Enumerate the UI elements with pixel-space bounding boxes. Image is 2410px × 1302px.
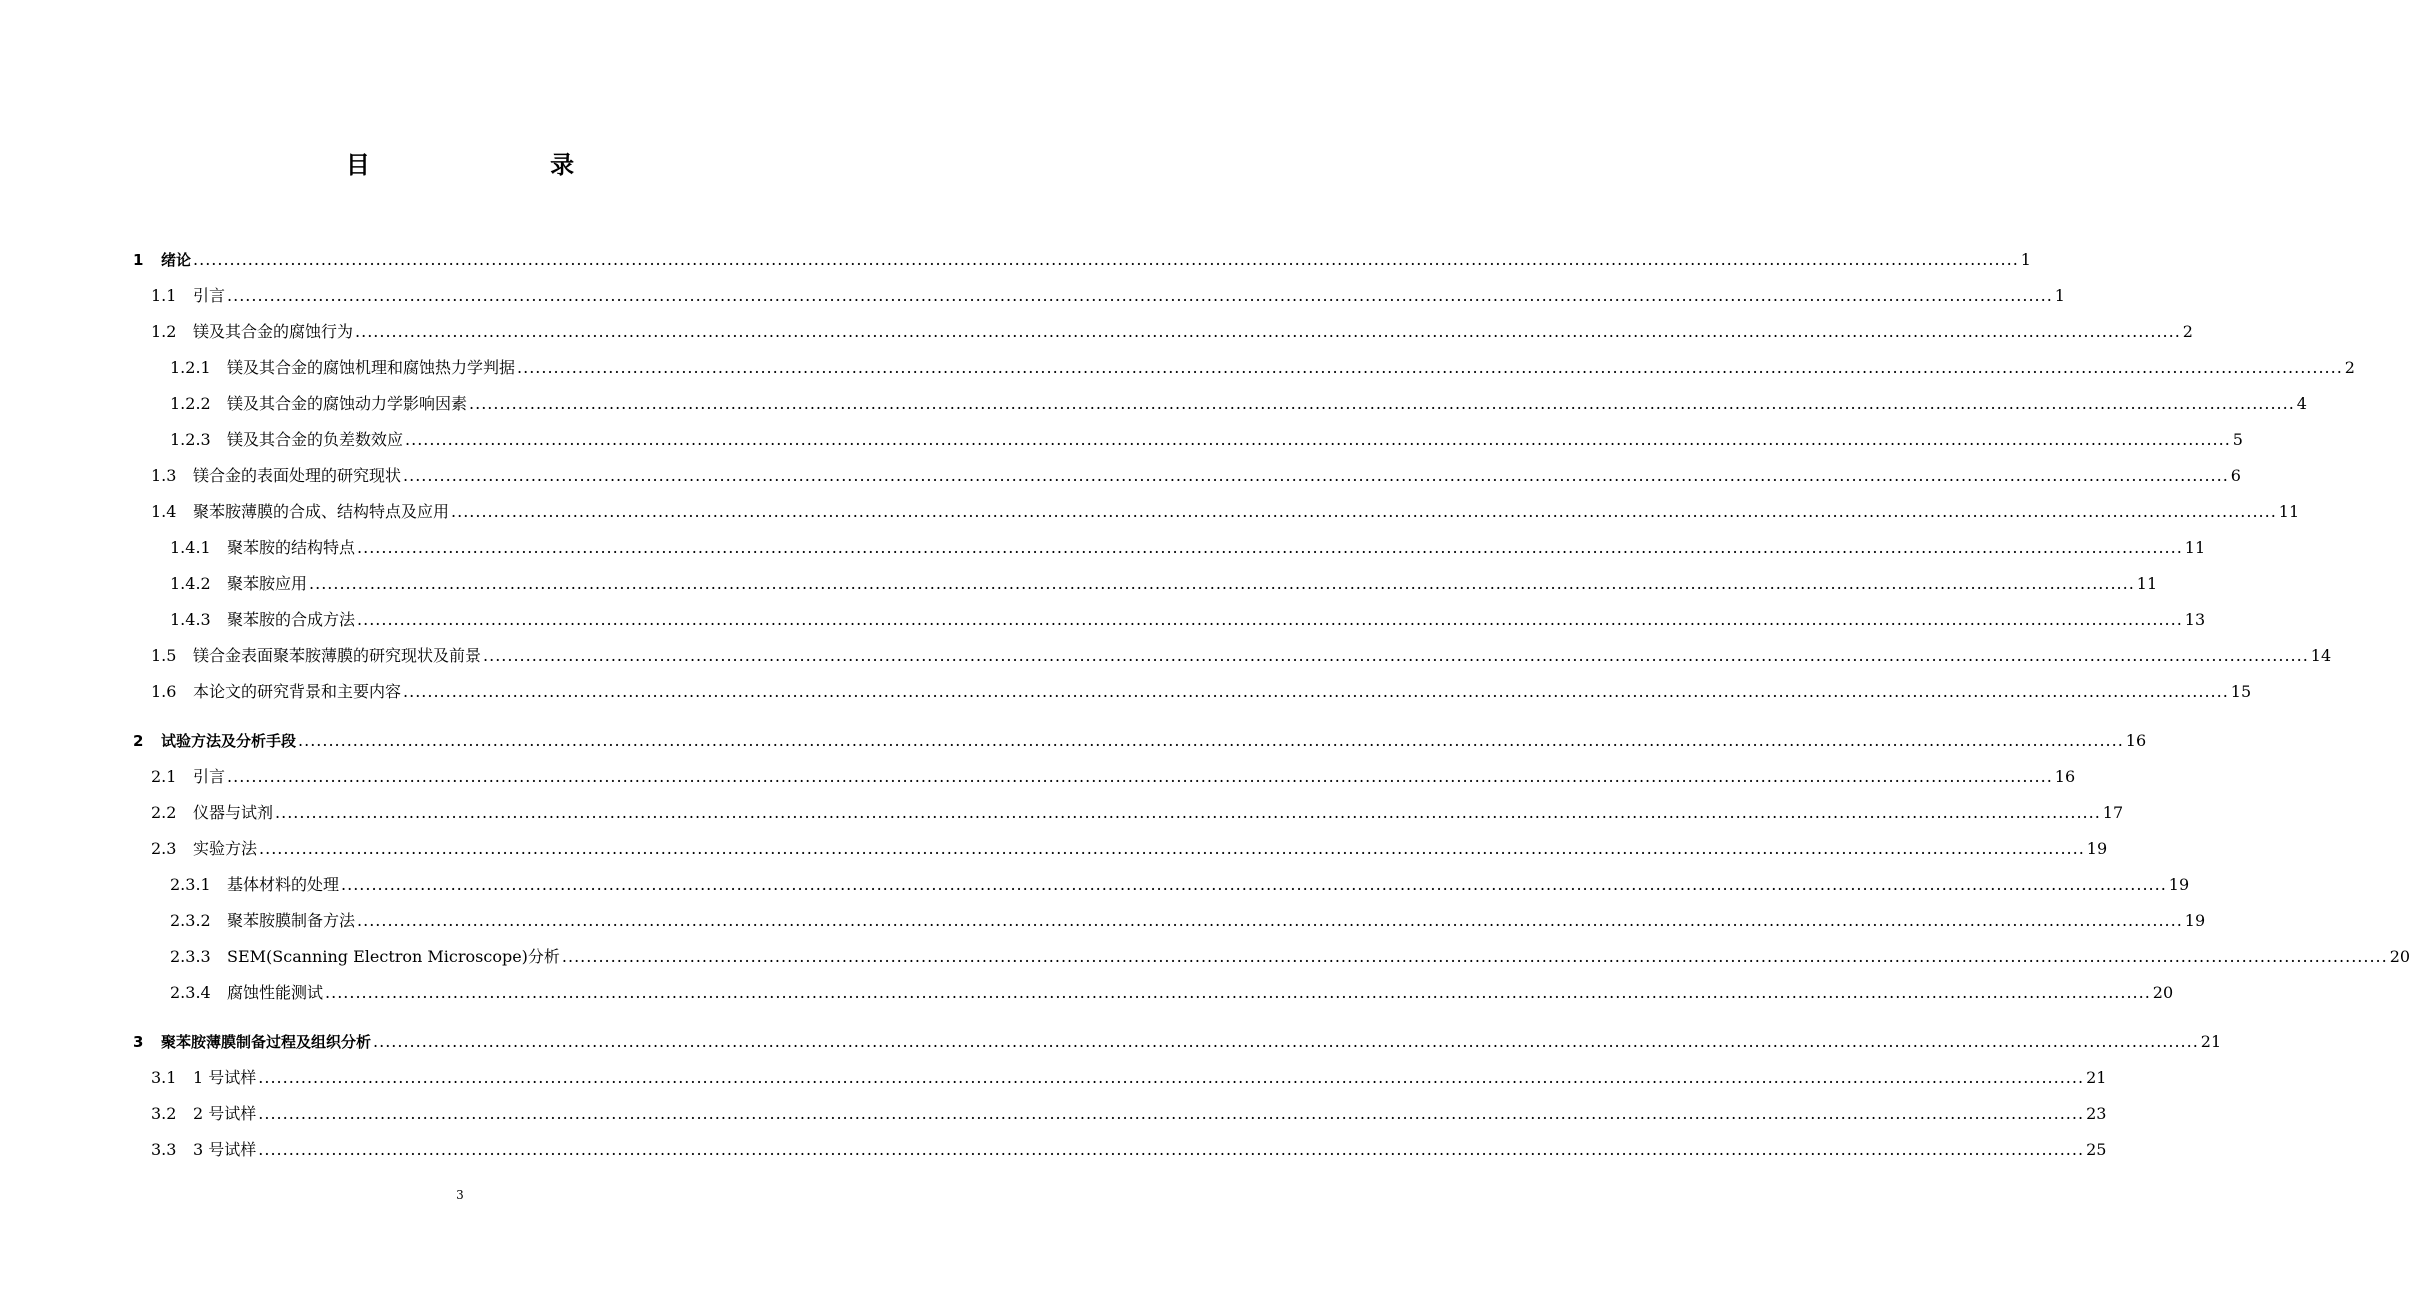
toc-entry-number: 1.2.3 — [170, 430, 211, 449]
toc-entry-number: 1 — [133, 251, 144, 269]
toc-entry[interactable] — [151, 1065, 2107, 1089]
toc-entry-number: 2.3.1 — [170, 875, 211, 894]
dot-leader: ............................................................................................................................................................................................................................................................................................................ — [258, 1140, 2085, 1159]
toc-entry[interactable] — [151, 764, 2076, 788]
toc-entry-page: 11 — [2278, 502, 2300, 521]
page-title: 目 录 — [345, 151, 661, 179]
toc-entry-number: 1.5 — [151, 646, 177, 665]
toc-entry-page: 17 — [2102, 803, 2124, 822]
dot-leader: ............................................................................................................................................................................................................................................................................................................ — [469, 394, 2295, 413]
toc-entry-title: 聚苯胺薄膜制备过程及组织分析 — [161, 1033, 372, 1051]
dot-leader: ............................................................................................................................................................................................................................................................................................................ — [227, 286, 2053, 305]
dot-leader: ............................................................................................................................................................................................................................................................................................................ — [357, 610, 2183, 629]
toc-entry-number: 1.1 — [151, 286, 177, 305]
toc-entry-page: 20 — [2389, 947, 2410, 966]
toc-entry-number: 1.4.2 — [170, 574, 211, 593]
dot-leader: ............................................................................................................................................................................................................................................................................................................ — [193, 250, 2019, 269]
toc-entry[interactable] — [151, 836, 2108, 860]
toc-entry[interactable] — [170, 391, 2307, 415]
dot-leader: ............................................................................................................................................................................................................................................................................................................ — [355, 322, 2181, 341]
dot-leader: ............................................................................................................................................................................................................................................................................................................ — [483, 646, 2309, 665]
toc-entry-title: 聚苯胺的合成方法 — [227, 610, 356, 629]
toc-entry[interactable] — [170, 908, 2206, 932]
toc-entry-number: 1.2.1 — [170, 358, 211, 377]
toc-entry[interactable] — [133, 1029, 2222, 1053]
toc-entry-number: 2.3.3 — [170, 947, 211, 966]
toc-entry-page: 19 — [2086, 839, 2108, 858]
toc-entry-page: 15 — [2230, 682, 2252, 701]
toc-entry-title: 镁及其合金的腐蚀行为 — [193, 322, 354, 341]
toc-entry-page: 4 — [2296, 394, 2307, 413]
toc-entry-title: 3 号试样 — [193, 1140, 257, 1159]
toc-entry-page: 6 — [2230, 466, 2241, 485]
page-number-footer: 3 — [456, 1188, 464, 1202]
toc-entry-page: 13 — [2184, 610, 2206, 629]
toc-entry-page: 20 — [2152, 983, 2174, 1002]
toc-entry-number: 1.4.1 — [170, 538, 211, 557]
toc-entry-page: 11 — [2184, 538, 2206, 557]
toc-entry[interactable] — [170, 571, 2158, 595]
dot-leader: ............................................................................................................................................................................................................................................................................................................ — [451, 502, 2277, 521]
toc-entry[interactable] — [170, 535, 2206, 559]
toc-entry-title: 仪器与试剂 — [193, 803, 274, 822]
toc-entry-title: 1 号试样 — [193, 1068, 257, 1087]
toc-entry-title: 试验方法及分析手段 — [161, 732, 297, 750]
toc-entry-title: 引言 — [193, 286, 226, 305]
toc-entry-number: 1.3 — [151, 466, 177, 485]
toc-entry[interactable] — [151, 800, 2124, 824]
toc-entry-page: 2 — [2344, 358, 2355, 377]
toc-entry-title: 聚苯胺薄膜的合成、结构特点及应用 — [193, 502, 450, 521]
toc-entry-number: 3.1 — [151, 1068, 177, 1087]
toc-entry[interactable] — [133, 247, 2031, 271]
toc-entry-title: 腐蚀性能测试 — [227, 983, 324, 1002]
toc-entry-page: 23 — [2086, 1104, 2107, 1123]
toc-entry-number: 2.3.2 — [170, 911, 211, 930]
toc-entry[interactable] — [151, 1101, 2107, 1125]
dot-leader: ............................................................................................................................................................................................................................................................................................................ — [325, 983, 2151, 1002]
toc-entry-title: 镁合金表面聚苯胺薄膜的研究现状及前景 — [193, 646, 482, 665]
toc-entry-number: 3 — [133, 1033, 144, 1051]
toc-entry-page: 14 — [2310, 646, 2332, 665]
dot-leader: ............................................................................................................................................................................................................................................................................................................ — [227, 767, 2053, 786]
toc-entry-number: 3.2 — [151, 1104, 177, 1123]
toc-entry[interactable] — [170, 872, 2190, 896]
toc-entry[interactable] — [151, 319, 2193, 343]
toc-entry[interactable] — [151, 463, 2241, 487]
toc-entry-page: 11 — [2136, 574, 2158, 593]
toc-entry-page: 21 — [2086, 1068, 2107, 1087]
toc-entry[interactable] — [170, 427, 2243, 451]
dot-leader: ............................................................................................................................................................................................................................................................................................................ — [405, 430, 2231, 449]
dot-leader: ............................................................................................................................................................................................................................................................................................................ — [275, 803, 2101, 822]
dot-leader: ............................................................................................................................................................................................................................................................................................................ — [403, 682, 2229, 701]
toc-entry[interactable] — [151, 1137, 2107, 1161]
toc-entry-number: 2.3 — [151, 839, 177, 858]
dot-leader: ............................................................................................................................................................................................................................................................................................................ — [259, 839, 2085, 858]
toc-entry-title: 镁及其合金的负差数效应 — [227, 430, 404, 449]
dot-leader: ............................................................................................................................................................................................................................................................................................................ — [258, 1104, 2085, 1123]
dot-leader: ............................................................................................................................................................................................................................................................................................................ — [357, 538, 2183, 557]
toc-entry[interactable] — [170, 980, 2174, 1004]
toc-entry-number: 2.1 — [151, 767, 177, 786]
toc-entry-page: 16 — [2125, 731, 2147, 750]
toc-entry-title: 聚苯胺膜制备方法 — [227, 911, 356, 930]
toc-entry-number: 1.2 — [151, 322, 177, 341]
toc-entry-number: 2.3.4 — [170, 983, 211, 1002]
dot-leader: ............................................................................................................................................................................................................................................................................................................ — [403, 466, 2229, 485]
toc-entry-number: 1.6 — [151, 682, 177, 701]
toc-entry-page: 2 — [2182, 322, 2193, 341]
dot-leader: ............................................................................................................................................................................................................................................................................................................ — [357, 911, 2183, 930]
dot-leader: ............................................................................................................................................................................................................................................................................................................ — [309, 574, 2135, 593]
toc-entry-title: 绪论 — [161, 251, 192, 269]
toc-entry-title: SEM(Scanning Electron Microscope)分析 — [227, 947, 560, 966]
toc-entry[interactable] — [151, 283, 2065, 307]
toc-entry[interactable] — [170, 607, 2206, 631]
toc-entry-number: 1.4.3 — [170, 610, 211, 629]
toc-entry-page: 5 — [2232, 430, 2243, 449]
toc-entry-page: 1 — [2054, 286, 2065, 305]
toc-entry[interactable] — [170, 355, 2355, 379]
toc-entry-title: 聚苯胺的结构特点 — [227, 538, 356, 557]
dot-leader: ............................................................................................................................................................................................................................................................................................................ — [341, 875, 2167, 894]
toc-entry-page: 1 — [2020, 250, 2031, 269]
toc-entry-title: 实验方法 — [193, 839, 258, 858]
toc-entry-page: 16 — [2054, 767, 2076, 786]
toc-entry-number: 2.2 — [151, 803, 177, 822]
dot-leader: ............................................................................................................................................................................................................................................................................................................ — [258, 1068, 2085, 1087]
toc-entry-number: 1.2.2 — [170, 394, 211, 413]
toc-entry-title: 镁及其合金的腐蚀动力学影响因素 — [227, 394, 468, 413]
toc-entry-number: 3.3 — [151, 1140, 177, 1159]
toc-entry-title: 基体材料的处理 — [227, 875, 340, 894]
dot-leader: ............................................................................................................................................................................................................................................................................................................ — [373, 1032, 2199, 1051]
toc-entry-title: 引言 — [193, 767, 226, 786]
toc-entry-title: 聚苯胺应用 — [227, 574, 308, 593]
toc-entry-title: 本论文的研究背景和主要内容 — [193, 682, 402, 701]
toc-entry[interactable] — [170, 944, 2410, 968]
toc-entry-page: 21 — [2200, 1032, 2222, 1051]
toc-entry[interactable] — [151, 643, 2332, 667]
dot-leader: ............................................................................................................................................................................................................................................................................................................ — [561, 947, 2388, 966]
toc-entry-page: 19 — [2168, 875, 2190, 894]
toc-entry[interactable] — [133, 728, 2147, 752]
toc-entry-number: 2 — [133, 732, 144, 750]
toc-entry-title: 镁及其合金的腐蚀机理和腐蚀热力学判据 — [227, 358, 516, 377]
toc-entry-title: 2 号试样 — [193, 1104, 257, 1123]
dot-leader: ............................................................................................................................................................................................................................................................................................................ — [517, 358, 2343, 377]
toc-entry[interactable] — [151, 679, 2252, 703]
toc-entry[interactable] — [151, 499, 2300, 523]
toc-entry-page: 25 — [2086, 1140, 2107, 1159]
dot-leader: ............................................................................................................................................................................................................................................................................................................ — [298, 731, 2124, 750]
toc-entry-title: 镁合金的表面处理的研究现状 — [193, 466, 402, 485]
toc-entry-page: 19 — [2184, 911, 2206, 930]
toc-entry-number: 1.4 — [151, 502, 177, 521]
